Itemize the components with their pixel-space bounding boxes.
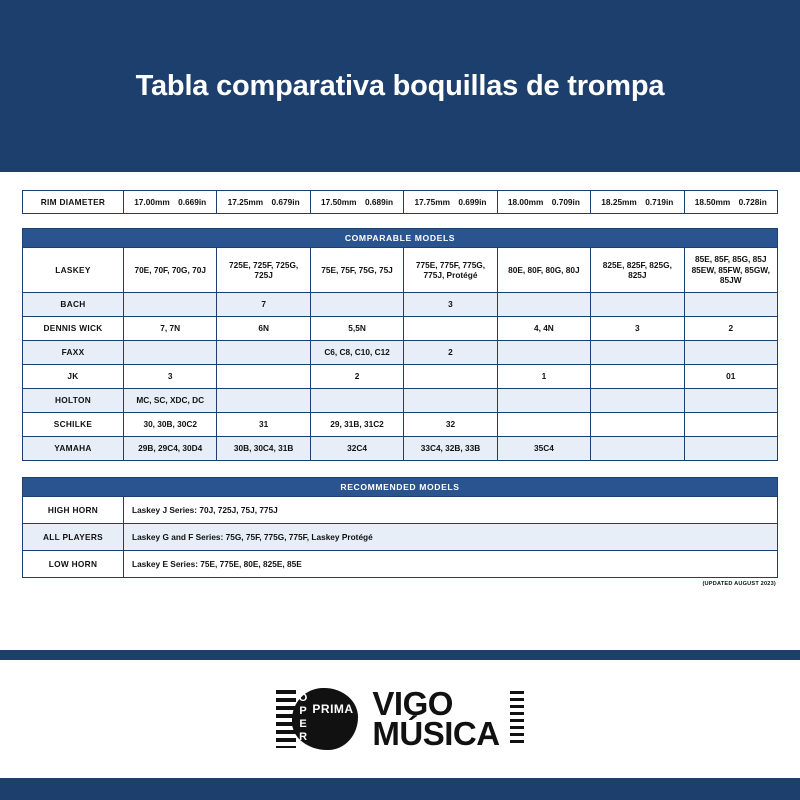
table-cell: 2	[684, 317, 777, 341]
table-cell	[217, 389, 310, 413]
table-cell: 30, 30B, 30C2	[124, 413, 217, 437]
table-row	[23, 341, 778, 365]
table-cell: 7, 7N	[124, 317, 217, 341]
logo-bars-icon	[510, 691, 524, 747]
table-row	[23, 248, 778, 293]
rim-diameter-cell	[217, 191, 310, 214]
table-cell: 30B, 30C4, 31B	[217, 437, 310, 461]
recommended-label: ALL PLAYERS	[23, 524, 124, 551]
brand-label: BACH	[23, 293, 124, 317]
table-cell: 80E, 80F, 80G, 80J	[497, 248, 590, 293]
rim-mm: 18.00mm	[507, 196, 544, 207]
rim-mm: 17.00mm	[134, 196, 170, 207]
table-row	[23, 389, 778, 413]
recommended-value: Laskey J Series: 70J, 725J, 75J, 775J	[124, 497, 778, 524]
rim-mm: 17.50mm	[321, 196, 357, 207]
table-cell: 725E, 725F, 725G, 725J	[217, 248, 310, 293]
table-row	[23, 524, 778, 551]
rim-diameter-table	[22, 190, 778, 214]
brand-label: DENNIS WICK	[23, 317, 124, 341]
comparable-models-table	[22, 247, 778, 461]
table-cell: 3	[124, 365, 217, 389]
table-row	[23, 413, 778, 437]
recommended-models-section	[22, 477, 778, 587]
rim-mm: 17.25mm	[227, 196, 264, 207]
table-cell	[124, 341, 217, 365]
table-cell: 3	[591, 317, 684, 341]
rim-diameter-cell	[591, 191, 684, 214]
table-cell	[217, 365, 310, 389]
table-cell	[684, 389, 777, 413]
opera-prima-mark-icon	[276, 686, 362, 757]
table-cell	[310, 293, 403, 317]
table-cell	[310, 389, 403, 413]
brand-label: YAMAHA	[23, 437, 124, 461]
table-cell	[591, 341, 684, 365]
table-cell: 29B, 29C4, 30D4	[124, 437, 217, 461]
table-cell	[591, 413, 684, 437]
recommended-models-header: RECOMMENDED MODELS	[22, 477, 778, 496]
logo-wordmark	[372, 684, 500, 752]
table-cell	[404, 389, 497, 413]
table-cell: C6, C8, C10, C12	[310, 341, 403, 365]
table-cell: 32	[404, 413, 497, 437]
brand-label: LASKEY	[23, 248, 124, 293]
table-cell: 4, 4N	[497, 317, 590, 341]
table-cell: 2	[404, 341, 497, 365]
rim-mm: 18.25mm	[601, 196, 637, 207]
title-area	[0, 0, 800, 172]
rim-mm: 17.75mm	[414, 196, 450, 207]
table-cell	[404, 365, 497, 389]
table-cell	[591, 365, 684, 389]
table-cell: 75E, 75F, 75G, 75J	[310, 248, 403, 293]
table-cell	[497, 341, 590, 365]
table-row	[23, 437, 778, 461]
logo-prima-text: PRIMA	[312, 702, 354, 716]
table-cell	[497, 413, 590, 437]
updated-note: (UPDATED AUGUST 2023)	[702, 581, 776, 587]
brand-label: FAXX	[23, 341, 124, 365]
table-row	[23, 551, 778, 578]
logo-opera-text: OPERA	[297, 692, 310, 757]
table-cell: 35C4	[497, 437, 590, 461]
rim-in: 0.719in	[645, 196, 674, 207]
table-cell	[497, 389, 590, 413]
table-cell: 70E, 70F, 70G, 70J	[124, 248, 217, 293]
table-cell	[684, 341, 777, 365]
page-title: Tabla comparativa boquillas de trompa	[135, 69, 665, 102]
content-sheet	[0, 172, 800, 650]
table-cell: 29, 31B, 31C2	[310, 413, 403, 437]
table-cell	[591, 293, 684, 317]
table-cell: 33C4, 32B, 33B	[404, 437, 497, 461]
rim-diameter-cell	[124, 191, 217, 214]
table-row	[23, 497, 778, 524]
rim-in: 0.709in	[551, 196, 580, 207]
table-cell	[124, 293, 217, 317]
rim-diameter-cell	[310, 191, 403, 214]
table-cell: 825E, 825F, 825G, 825J	[591, 248, 684, 293]
recommended-models-table	[22, 496, 778, 578]
brand-label: SCHILKE	[23, 413, 124, 437]
recommended-label: HIGH HORN	[23, 497, 124, 524]
logo-line-1: VIGO	[372, 684, 453, 722]
rim-in: 0.689in	[364, 196, 394, 207]
table-row	[23, 365, 778, 389]
table-cell	[497, 293, 590, 317]
table-cell: MC, SC, XDC, DC	[124, 389, 217, 413]
table-cell: 01	[684, 365, 777, 389]
table-row	[23, 317, 778, 341]
logo-line-2: MÚSICA	[372, 715, 500, 752]
table-cell	[591, 389, 684, 413]
table-cell: 3	[404, 293, 497, 317]
rim-diameter-label: RIM DIAMETER	[23, 191, 124, 214]
recommended-value: Laskey E Series: 75E, 775E, 80E, 825E, 85E	[124, 551, 778, 578]
table-cell: 775E, 775F, 775G, 775J, Protégé	[404, 248, 497, 293]
recommended-label: LOW HORN	[23, 551, 124, 578]
rim-diameter-cell	[684, 191, 777, 214]
table-cell: 31	[217, 413, 310, 437]
rim-in: 0.679in	[271, 196, 300, 207]
table-cell: 7	[217, 293, 310, 317]
rim-diameter-cell	[404, 191, 497, 214]
rim-mm: 18.50mm	[694, 196, 731, 207]
table-cell: 1	[497, 365, 590, 389]
rim-in: 0.669in	[178, 196, 207, 207]
rim-diameter-cell	[497, 191, 590, 214]
table-cell	[591, 437, 684, 461]
rim-in: 0.699in	[458, 196, 487, 207]
table-cell: 85E, 85F, 85G, 85J 85EW, 85FW, 85GW, 85JW	[684, 248, 777, 293]
table-cell	[684, 293, 777, 317]
brand-logo	[276, 684, 523, 757]
table-cell	[404, 317, 497, 341]
table-cell	[684, 437, 777, 461]
table-cell	[217, 341, 310, 365]
comparable-models-header: COMPARABLE MODELS	[22, 228, 778, 247]
table-row	[23, 293, 778, 317]
table-row	[23, 191, 778, 214]
table-cell: 5,5N	[310, 317, 403, 341]
table-cell: 32C4	[310, 437, 403, 461]
table-cell: 6N	[217, 317, 310, 341]
rim-in: 0.728in	[738, 196, 767, 207]
brand-label: HOLTON	[23, 389, 124, 413]
table-cell	[684, 413, 777, 437]
logo-band	[0, 660, 800, 778]
table-cell: 2	[310, 365, 403, 389]
recommended-value: Laskey G and F Series: 75G, 75F, 775G, 775F, Laskey Protégé	[124, 524, 778, 551]
brand-label: JK	[23, 365, 124, 389]
